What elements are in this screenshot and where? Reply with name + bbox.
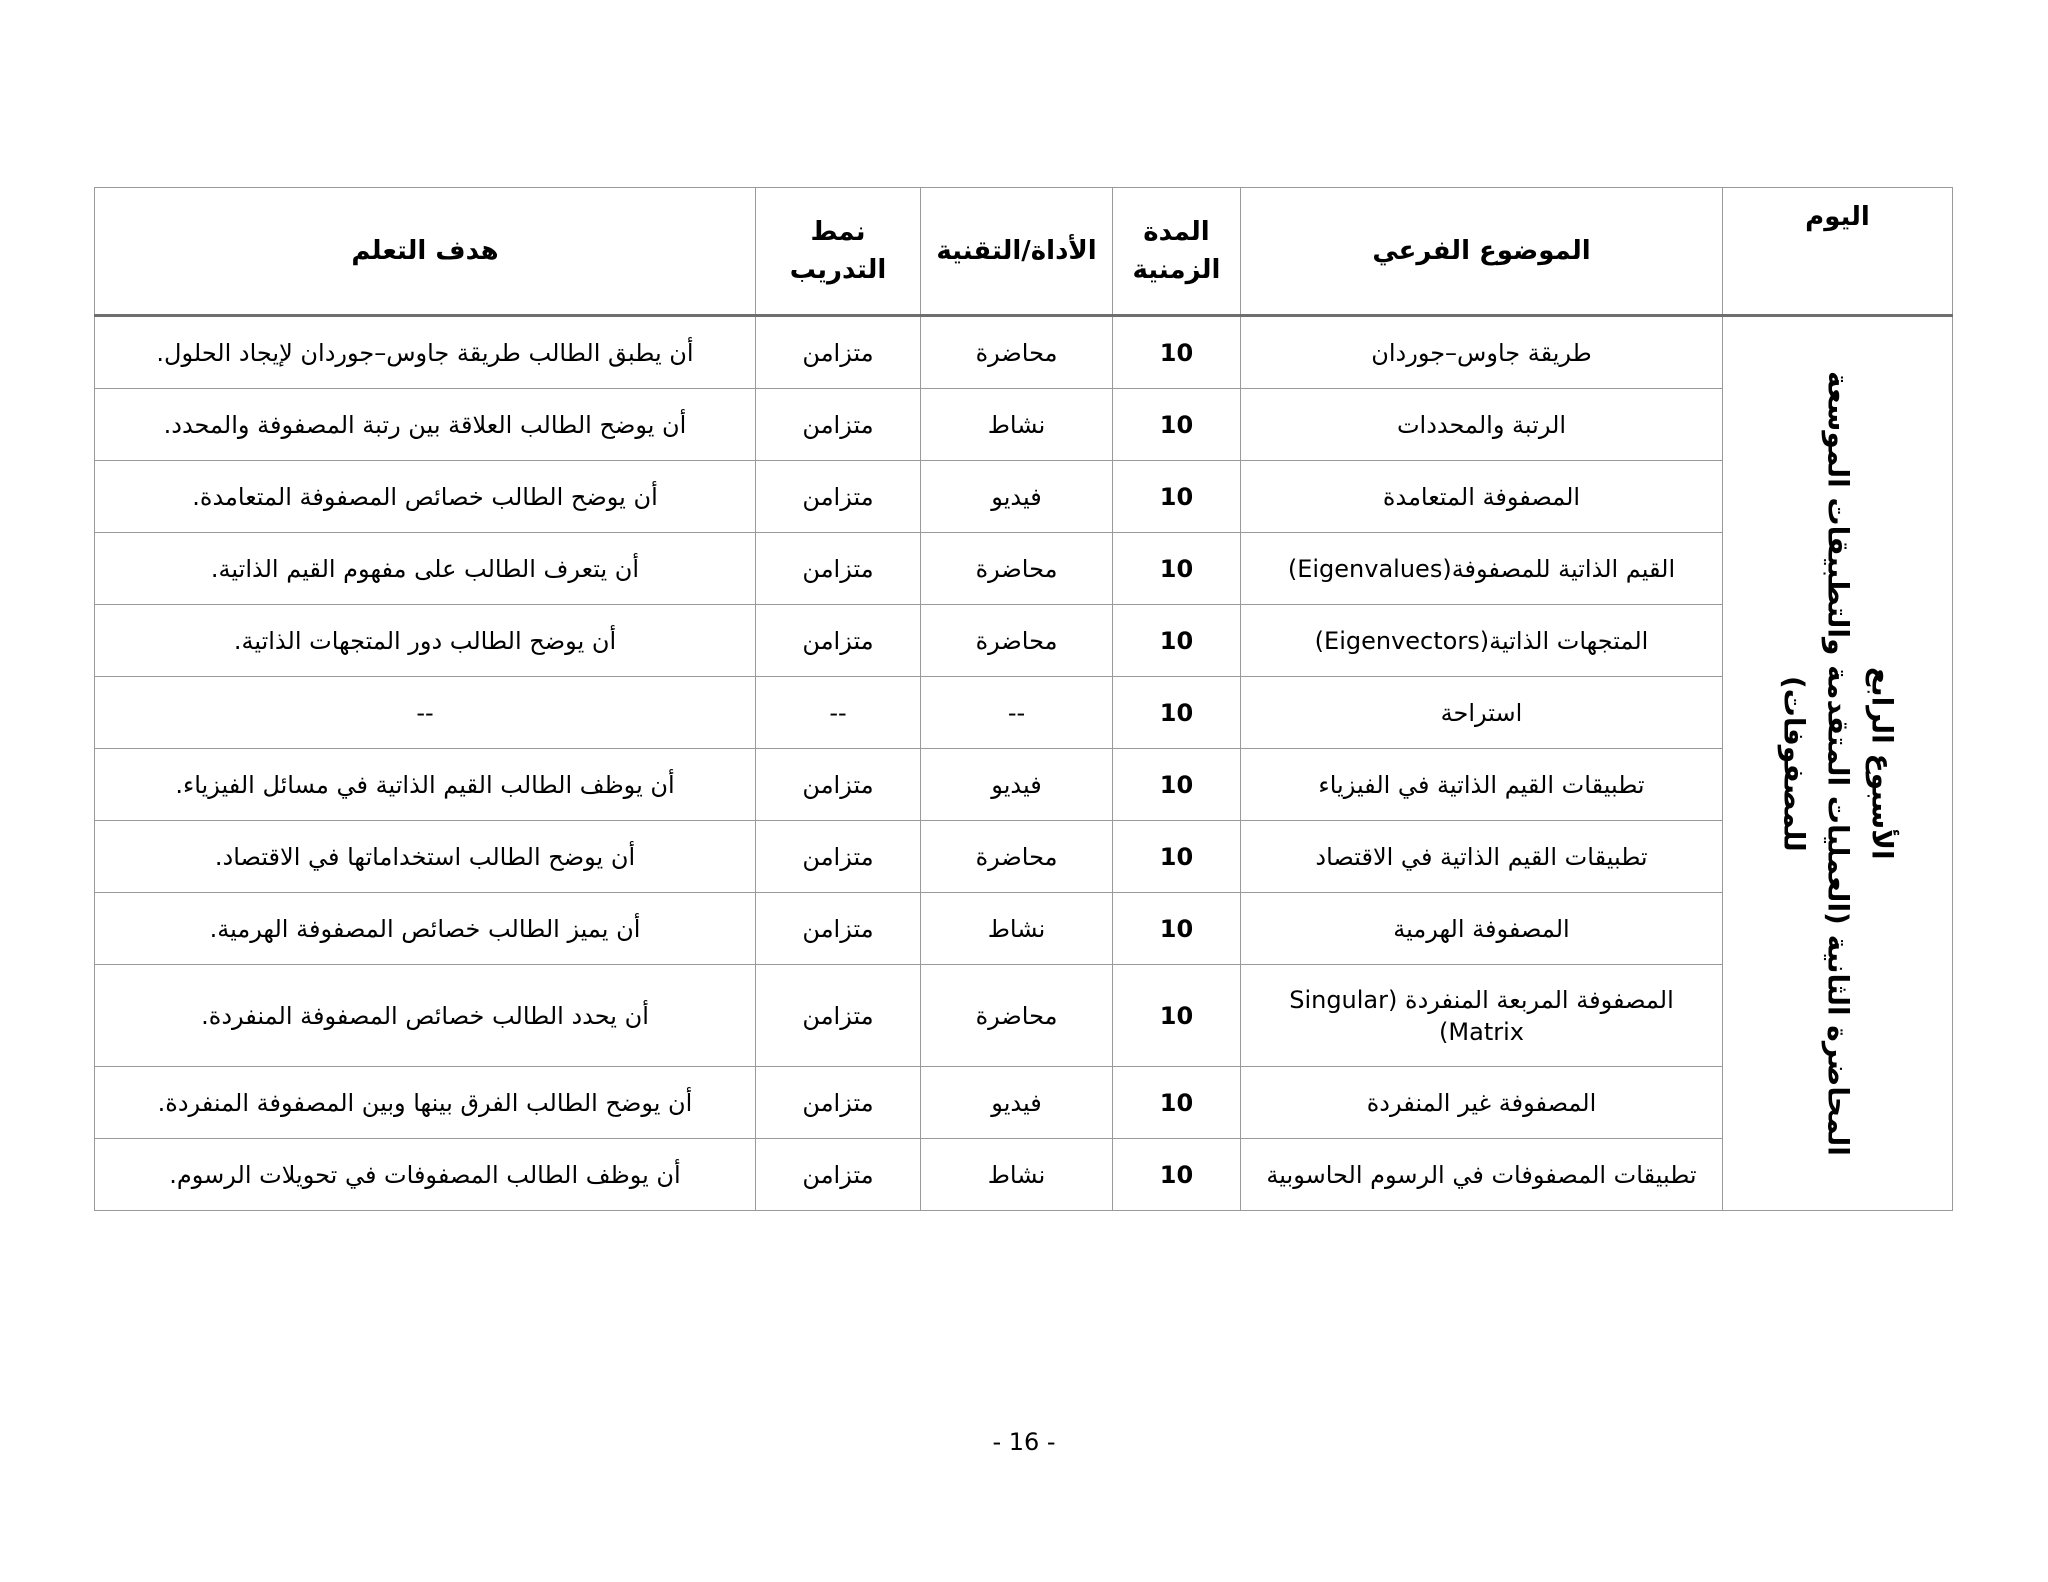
- cell-subtopic: المصفوفة الهرمية: [1241, 893, 1723, 965]
- cell-mode: متزامن: [756, 389, 921, 461]
- day-label-lecture: المحاضرة الثانية (العمليات المتقدمة والتطبيقات الموسعة للمصفوفات): [1777, 371, 1855, 1156]
- page-number: - 16 -: [992, 1428, 1056, 1456]
- cell-duration: 10: [1113, 965, 1241, 1067]
- cell-duration: 10: [1113, 677, 1241, 749]
- cell-mode: متزامن: [756, 965, 921, 1067]
- table-row: [95, 461, 1953, 533]
- cell-subtopic: المصفوفة المتعامدة: [1241, 461, 1723, 533]
- cell-tool: محاضرة: [921, 316, 1113, 389]
- lecture-schedule-table: [94, 187, 1953, 1211]
- cell-subtopic: تطبيقات المصفوفات في الرسوم الحاسوبية: [1241, 1139, 1723, 1211]
- table-row: [95, 965, 1953, 1067]
- cell-tool: فيديو: [921, 1067, 1113, 1139]
- cell-goal: أن يوظف الطالب القيم الذاتية في مسائل الفيزياء.: [95, 749, 756, 821]
- cell-goal: --: [95, 677, 756, 749]
- header-duration: المدة الزمنية: [1113, 188, 1241, 316]
- header-tool: الأداة/التقنية: [921, 188, 1113, 316]
- table-row: [95, 389, 1953, 461]
- cell-mode: متزامن: [756, 605, 921, 677]
- cell-tool: فيديو: [921, 749, 1113, 821]
- table-row: [95, 1067, 1953, 1139]
- cell-tool: نشاط: [921, 893, 1113, 965]
- cell-tool: محاضرة: [921, 965, 1113, 1067]
- cell-subtopic: طريقة جاوس–جوردان: [1241, 316, 1723, 389]
- cell-duration: 10: [1113, 605, 1241, 677]
- cell-subtopic: المتجهات الذاتية(Eigenvectors): [1241, 605, 1723, 677]
- cell-mode: متزامن: [756, 821, 921, 893]
- table-row: [95, 533, 1953, 605]
- cell-goal: أن يميز الطالب خصائص المصفوفة الهرمية.: [95, 893, 756, 965]
- cell-duration: 10: [1113, 461, 1241, 533]
- cell-subtopic: المصفوفة المربعة المنفردة (Singular Matrix): [1241, 965, 1723, 1067]
- cell-mode: متزامن: [756, 316, 921, 389]
- cell-subtopic: القيم الذاتية للمصفوفة(Eigenvalues): [1241, 533, 1723, 605]
- table-row: [95, 893, 1953, 965]
- cell-mode: متزامن: [756, 749, 921, 821]
- cell-subtopic: المصفوفة غير المنفردة: [1241, 1067, 1723, 1139]
- cell-subtopic: تطبيقات القيم الذاتية في الفيزياء: [1241, 749, 1723, 821]
- cell-goal: أن يوضح الطالب دور المتجهات الذاتية.: [95, 605, 756, 677]
- cell-mode: متزامن: [756, 461, 921, 533]
- cell-mode: --: [756, 677, 921, 749]
- cell-mode: متزامن: [756, 1139, 921, 1211]
- cell-goal: أن يوضح الطالب العلاقة بين رتبة المصفوفة والمحدد.: [95, 389, 756, 461]
- cell-mode: متزامن: [756, 893, 921, 965]
- cell-subtopic: تطبيقات القيم الذاتية في الاقتصاد: [1241, 821, 1723, 893]
- cell-duration: 10: [1113, 821, 1241, 893]
- cell-goal: أن يتعرف الطالب على مفهوم القيم الذاتية.: [95, 533, 756, 605]
- table-row: [95, 316, 1953, 389]
- cell-subtopic: الرتبة والمحددات: [1241, 389, 1723, 461]
- cell-goal: أن يطبق الطالب طريقة جاوس–جوردان لإيجاد الحلول.: [95, 316, 756, 389]
- cell-duration: 10: [1113, 533, 1241, 605]
- cell-duration: 10: [1113, 749, 1241, 821]
- cell-duration: 10: [1113, 316, 1241, 389]
- cell-tool: محاضرة: [921, 605, 1113, 677]
- cell-goal: أن يوضح الطالب استخداماتها في الاقتصاد.: [95, 821, 756, 893]
- cell-tool: --: [921, 677, 1113, 749]
- header-goal: هدف التعلم: [95, 188, 756, 316]
- cell-tool: نشاط: [921, 1139, 1113, 1211]
- table-row: [95, 821, 1953, 893]
- cell-tool: فيديو: [921, 461, 1113, 533]
- table-row: [95, 677, 1953, 749]
- table-header-row: [95, 188, 1953, 316]
- header-mode: نمط التدريب: [756, 188, 921, 316]
- cell-mode: متزامن: [756, 1067, 921, 1139]
- table-row: [95, 749, 1953, 821]
- cell-duration: 10: [1113, 389, 1241, 461]
- cell-duration: 10: [1113, 893, 1241, 965]
- cell-duration: 10: [1113, 1067, 1241, 1139]
- header-subtopic: الموضوع الفرعي: [1241, 188, 1723, 316]
- cell-goal: أن يحدد الطالب خصائص المصفوفة المنفردة.: [95, 965, 756, 1067]
- day-cell: [1723, 316, 1953, 1211]
- cell-tool: محاضرة: [921, 533, 1113, 605]
- day-label: [1772, 329, 1904, 1199]
- table-row: [95, 605, 1953, 677]
- cell-duration: 10: [1113, 1139, 1241, 1211]
- cell-goal: أن يوظف الطالب المصفوفات في تحويلات الرسوم.: [95, 1139, 756, 1211]
- cell-subtopic: استراحة: [1241, 677, 1723, 749]
- cell-tool: محاضرة: [921, 821, 1113, 893]
- cell-goal: أن يوضح الطالب الفرق بينها وبين المصفوفة المنفردة.: [95, 1067, 756, 1139]
- table-row: [95, 1139, 1953, 1211]
- cell-goal: أن يوضح الطالب خصائص المصفوفة المتعامدة.: [95, 461, 756, 533]
- cell-tool: نشاط: [921, 389, 1113, 461]
- header-day: اليوم: [1723, 188, 1953, 316]
- day-label-week: الأسبوع الرابع: [1865, 667, 1899, 860]
- cell-mode: متزامن: [756, 533, 921, 605]
